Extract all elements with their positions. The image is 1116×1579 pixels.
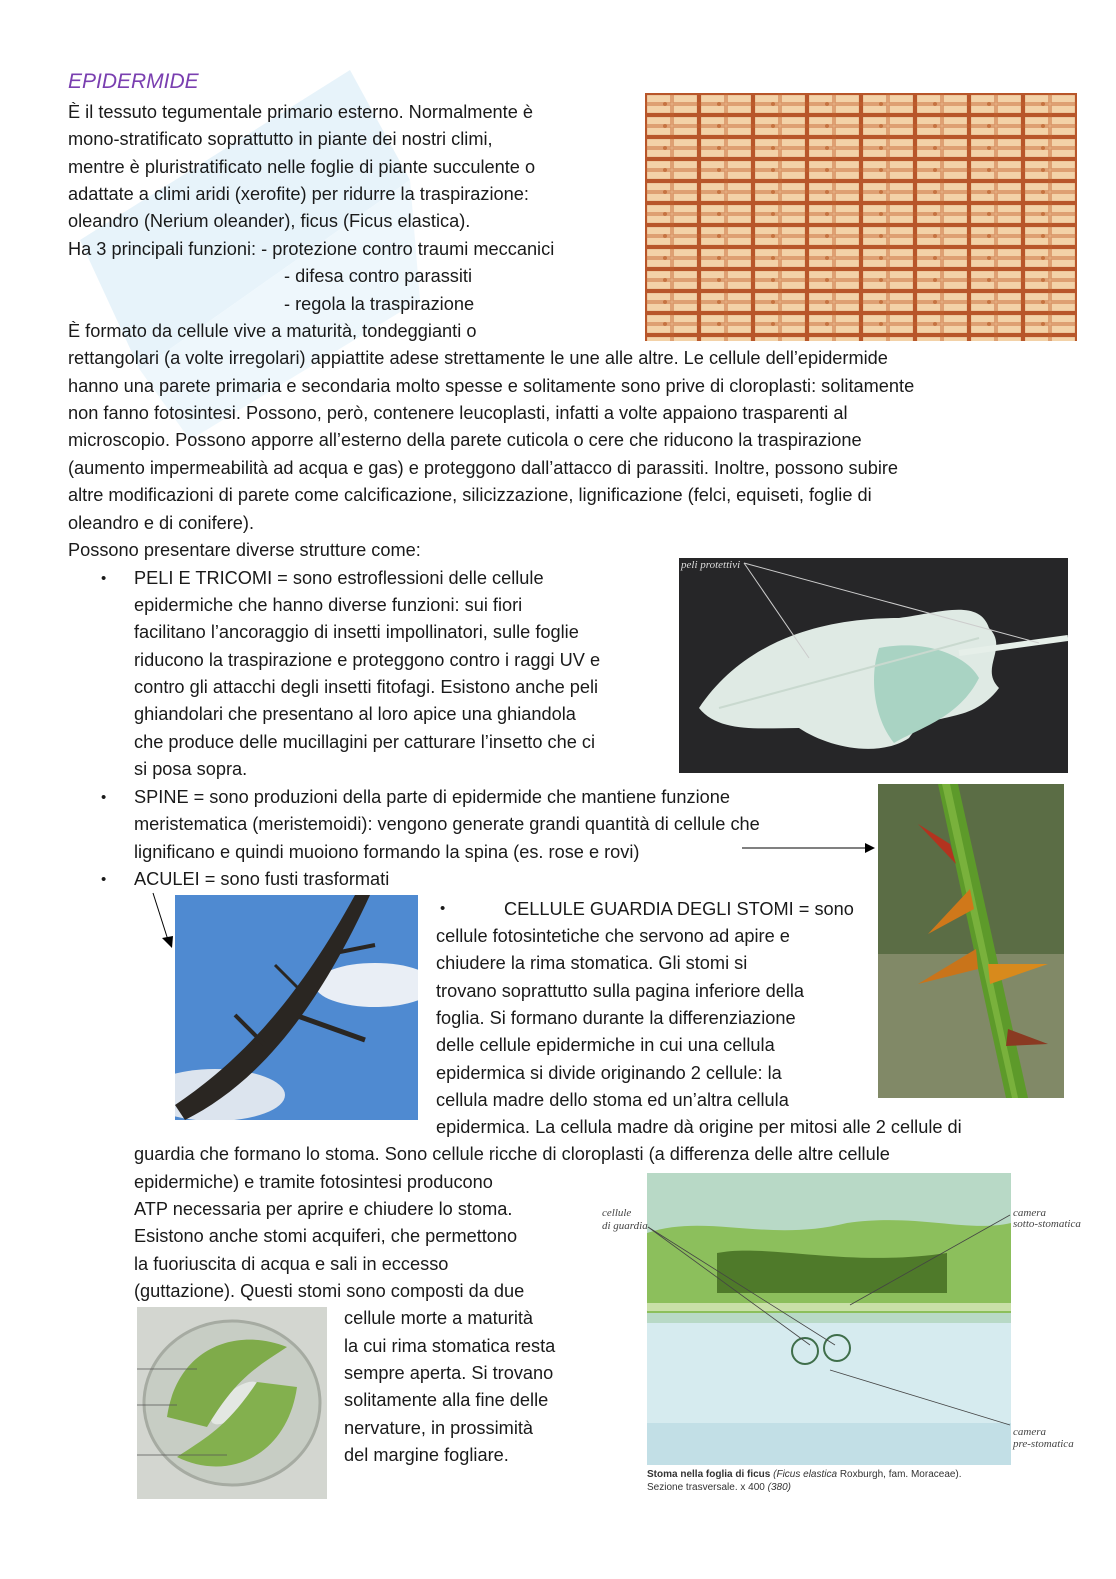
text-line: oleandro e di conifere). bbox=[68, 513, 255, 533]
text-line: facilitano l’ancoraggio di insetti impollinatori, sulle foglie bbox=[134, 622, 579, 642]
text-line: (aumento impermeabilità ad acqua e gas) e proteggono dall’attacco di parassiti. Inoltre, possono subire bbox=[68, 458, 899, 478]
text-line: chiudere la rima stomatica. Gli stomi si bbox=[436, 953, 748, 973]
text-line: epidermica si divide originando 2 cellule: la bbox=[436, 1063, 782, 1083]
figure-caption bbox=[647, 1468, 962, 1481]
figure-label: sotto-stomatica bbox=[1013, 1218, 1081, 1230]
figure-caption-line2 bbox=[647, 1481, 791, 1494]
text-line: SPINE = sono produzioni della parte di epidermide che mantiene funzione bbox=[134, 787, 731, 807]
caption-ref: (380) bbox=[764, 1482, 791, 1493]
figure-leader-lines bbox=[590, 1195, 1070, 1455]
caption-rest: Roxburgh, fam. Moraceae). bbox=[837, 1469, 962, 1480]
text-line: nervature, in prossimità bbox=[344, 1418, 534, 1438]
text-line: mentre è pluristratificato nelle foglie di piante succulente o bbox=[68, 157, 536, 177]
text-line: cellule morte a maturità bbox=[344, 1308, 534, 1328]
text-line: È il tessuto tegumentale primario esterno. Normalmente è bbox=[68, 102, 534, 122]
text-line: trovano soprattutto sulla pagina inferiore della bbox=[436, 981, 805, 1001]
text-line: cellule fotosintetiche che servono ad apire e bbox=[436, 926, 790, 946]
bullet-marker: • bbox=[440, 900, 446, 917]
text-line: hanno una parete primaria e secondaria molto spesse e solitamente sono prive di cloroplasti: solitamente bbox=[68, 376, 915, 396]
text-line: del margine fogliare. bbox=[344, 1445, 509, 1465]
text-line: cellula madre dello stoma ed un’altra cellula bbox=[436, 1090, 789, 1110]
text-line: - regola la traspirazione bbox=[284, 294, 475, 314]
figure-label: peli protettivi bbox=[681, 559, 741, 571]
leaf-hairs-photo bbox=[679, 558, 1068, 773]
text-line: ghiandolari che presentano al loro apice una ghiandola bbox=[134, 704, 576, 724]
epidermis-micrograph bbox=[645, 93, 1077, 341]
text-line: microscopio. Possono apporre all’esterno della parete cuticola o cere che riducono la traspirazione bbox=[68, 430, 862, 450]
text-line: la cui rima stomatica resta bbox=[344, 1336, 556, 1356]
text-line: È formato da cellule vive a maturità, tondeggianti o bbox=[68, 321, 477, 341]
text-line: CELLULE GUARDIA DEGLI STOMI = sono bbox=[504, 899, 854, 919]
figure-label: camera bbox=[1013, 1207, 1046, 1219]
text-line: rettangolari (a volte irregolari) appiattite adese strettamente le une alle altre. Le cellule dell’epidermide bbox=[68, 348, 888, 368]
text-line: oleandro (Nerium oleander), ficus (Ficus elastica). bbox=[68, 211, 471, 231]
text-line: riducono la traspirazione e proteggono contro i raggi UV e bbox=[134, 650, 601, 670]
text-line: adattate a climi aridi (xerofite) per ridurre la traspirazione: bbox=[68, 184, 529, 204]
caption-bold: Stoma nella foglia di ficus bbox=[647, 1469, 771, 1480]
figure-label: pre-stomatica bbox=[1013, 1438, 1074, 1450]
bullet-marker: • bbox=[101, 871, 107, 888]
text-line: delle cellule epidermiche in cui una cellula bbox=[436, 1035, 775, 1055]
text-line: - difesa contro parassiti bbox=[284, 266, 473, 286]
text-line: contro gli attacchi degli insetti fitofagi. Esistono anche peli bbox=[134, 677, 599, 697]
caption-italic: (Ficus elastica bbox=[773, 1469, 838, 1480]
text-line: epidermiche che hanno diverse funzioni: sui fiori bbox=[134, 595, 523, 615]
text-line: Possono presentare diverse strutture come: bbox=[68, 540, 421, 560]
rose-thorns-photo bbox=[878, 784, 1064, 1098]
text-line: ATP necessaria per aprire e chiudere lo stoma. bbox=[134, 1199, 513, 1219]
text-line: la fuoriuscita di acqua e sali in eccesso bbox=[134, 1254, 449, 1274]
section-title: EPIDERMIDE bbox=[68, 70, 199, 93]
stoma-micrograph bbox=[137, 1307, 327, 1499]
text-line: altre modificazioni di parete come calcificazione, silicizzazione, lignificazione (felci, equiseti, foglie di bbox=[68, 485, 872, 505]
figure-label: cellule bbox=[602, 1207, 632, 1219]
text-line: epidermiche) e tramite fotosintesi producono bbox=[134, 1172, 493, 1192]
text-line: PELI E TRICOMI = sono estroflessioni delle cellule bbox=[134, 568, 544, 588]
text-line: mono-stratificato soprattutto in piante dei nostri climi, bbox=[68, 129, 493, 149]
text-line: foglia. Si formano durante la differenziazione bbox=[436, 1008, 796, 1028]
text-line: sempre aperta. Si trovano bbox=[344, 1363, 554, 1383]
text-line: che produce delle mucillagini per catturare l’insetto che ci bbox=[134, 732, 595, 752]
text-line: (guttazione). Questi stomi sono composti da due bbox=[134, 1281, 525, 1301]
text-line: Ha 3 principali funzioni: - protezione contro traumi meccanici bbox=[68, 239, 555, 259]
figure-label: camera bbox=[1013, 1426, 1046, 1438]
text-line: guardia che formano lo stoma. Sono cellule ricche di cloroplasti (a differenza delle altre cellule bbox=[134, 1144, 890, 1164]
bullet-marker: • bbox=[101, 570, 107, 587]
bullet-marker: • bbox=[101, 789, 107, 806]
branch-thorns-photo bbox=[175, 895, 418, 1120]
arrow-down-icon bbox=[148, 890, 178, 952]
text-line: epidermica. La cellula madre dà origine per mitosi alle 2 cellule di bbox=[436, 1117, 962, 1137]
text-line: solitamente alla fine delle bbox=[344, 1390, 549, 1410]
text-line: ACULEI = sono fusti trasformati bbox=[134, 869, 390, 889]
caption-line2: Sezione trasversale. x 400 bbox=[647, 1482, 765, 1493]
figure-label: di guardia bbox=[602, 1220, 648, 1232]
text-line: si posa sopra. bbox=[134, 759, 248, 779]
text-line: meristematica (meristemoidi): vengono generate grandi quantità di cellule che bbox=[134, 814, 760, 834]
arrow-right-icon bbox=[740, 838, 880, 858]
text-line: lignificano e quindi muoiono formando la spina (es. rose e rovi) bbox=[134, 842, 640, 862]
text-line: non fanno fotosintesi. Possono, però, contenere leucoplasti, infatti a volte appaiono trasparenti al bbox=[68, 403, 848, 423]
text-line: Esistono anche stomi acquiferi, che permettono bbox=[134, 1226, 518, 1246]
